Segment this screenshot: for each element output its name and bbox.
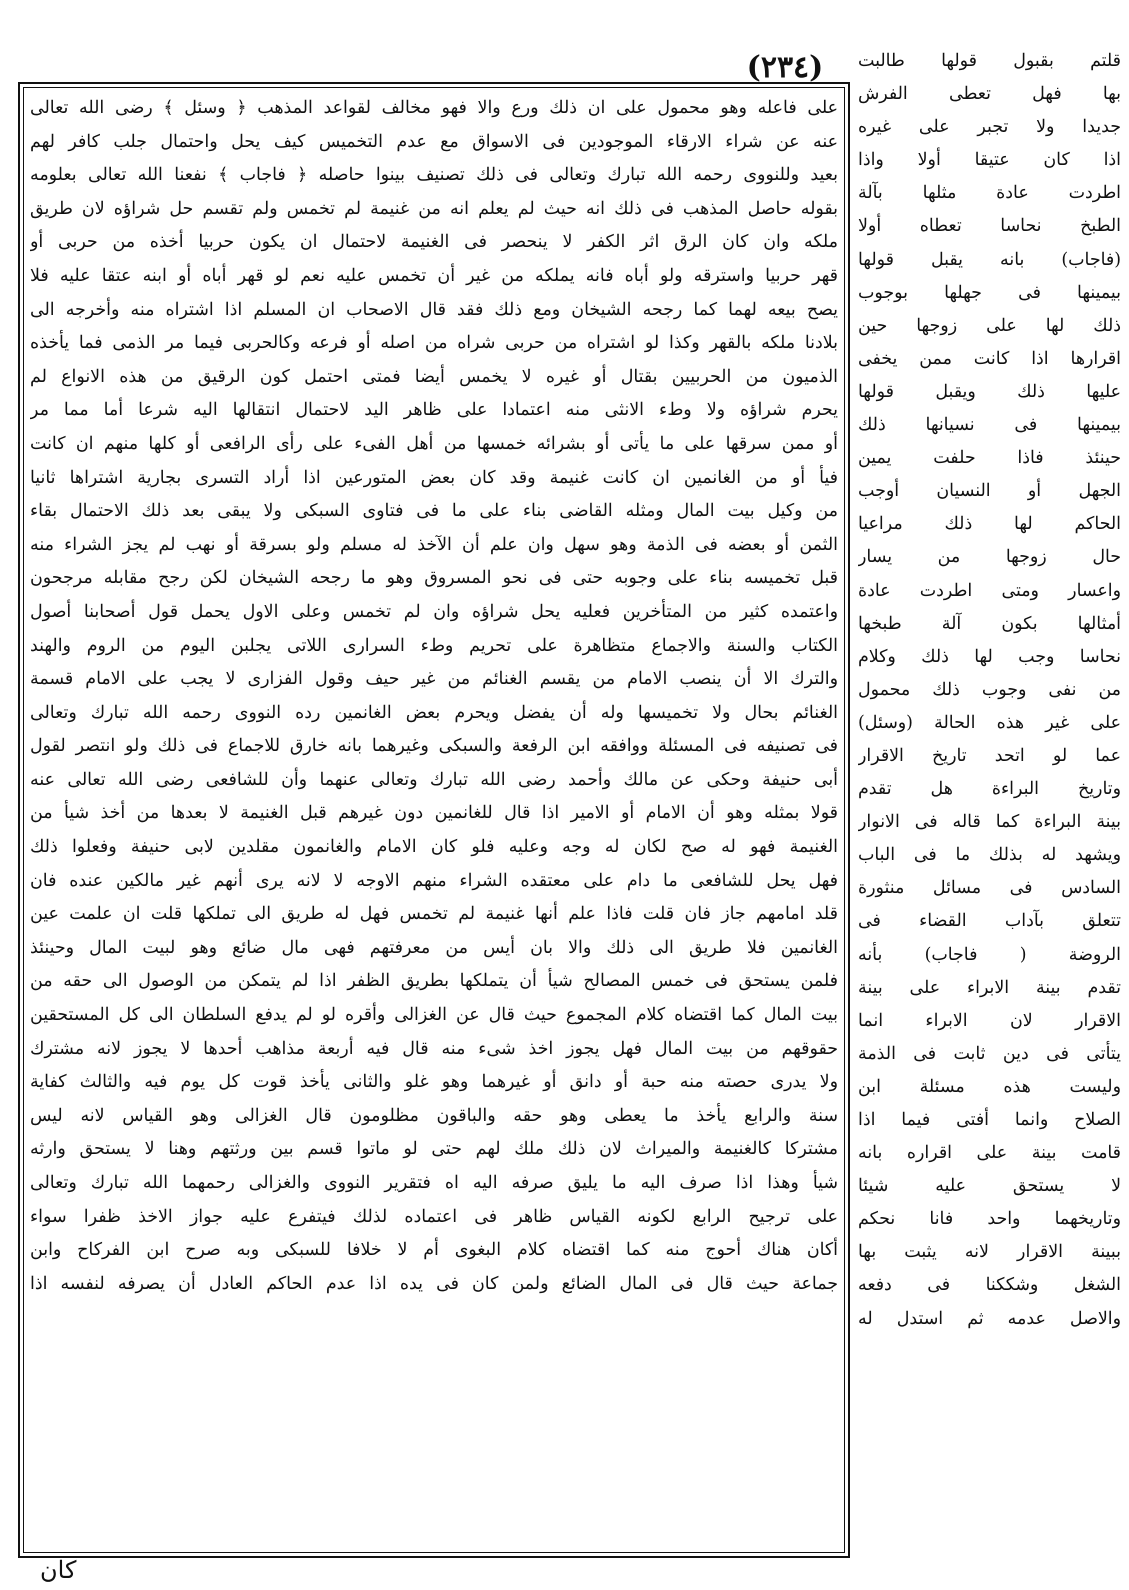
margin-text-line: نحاسا وجب لها ذلك وكلام [858,646,1121,667]
main-text-line: جماعة حيث قال فى المال الضائع ولمن كان فى يده اذا عدم الحاكم العادل أن يصرفه لنفسه اذا [30,1273,838,1294]
main-text-line [30,1301,838,1335]
main-text-line: ولا يدرى حصته منه حبة أو دانق أو غيرهما وهو غلو والثانى يأخذ قوت كل يوم فيه والثالث كفاية [30,1072,838,1093]
main-text-line: بعيد وللنووى رحمه الله تبارك وتعالى فى ذلك تصنيف بينوا حاصله ﴿ فاجاب ﴾ نفعنا الله تعالى بعلومه [30,165,838,186]
main-text-line [30,1335,838,1369]
margin-text-line: يتأتى فى دين ثابت فى الذمة [858,1043,1121,1064]
margin-text-line: وتاريخ البراءة هل تقدم [858,779,1121,800]
main-text-line: ملكه وان كان الرق اثر الكفر لا ينحصر فى الغنيمة لاحتمال ان يكون حربيا أخذه من حربى أو [30,232,838,253]
margin-text-line: ببينة الاقرار لانه يثبت بها [858,1242,1121,1263]
main-text-block [30,92,838,1552]
main-text-line: سنة والرابع يأخذ ما يعطى وهو حقه والباقون مظلومون قال الغزالى وهو القياس لانه ليس [30,1105,838,1126]
main-text-line: الكتاب والسنة والاجماع متظاهرة على تحريم وطء السرارى اللاتى يجلبن اليوم من الروم والهند [30,635,838,656]
main-text-line: بقوله حاصل المذهب فى ذلك انه حيث لم يعلم انه من غنيمة لم تخمس ولم تقسم حل شراؤه لان طريق [30,198,838,219]
margin-text-line: واعسار ومتى اطردت عادة [858,580,1121,601]
margin-text-line: من نفى وجوب ذلك محمول [858,679,1121,700]
margin-text-line: جديدا ولا تجبر على غيره [858,117,1121,138]
margin-text-line: اطردت عادة مثلها بآلة [858,183,1121,204]
main-text-line: يصح بيعه لهما كما رجحه الشيخان ومع ذلك فقد قال الاصحاب ان المسلم اذا اشتراه منه وأخرجه الى [30,299,838,320]
main-text-line: بلادنا ملكه بالقهر وكذا لو اشتراه من حربى شراه من اصله أو فرعه وكالحربى فيما مر الذمى فما يأخذه [30,333,838,354]
main-text-line: على ترجيح الرابع لكونه القياس ظاهر فى اعتماده لذلك فيتفرع عليه جواز الاخذ ظفرا سواء [30,1206,838,1227]
margin-text-line: الشغل وشككنا فى دفعه [858,1275,1121,1296]
main-text-line: شيأ وهذا اذا صرف اليه ما يليق صرفه اليه اه فتقرير النووى والغزالى رحمهما الله تبارك وتعالى [30,1173,838,1193]
main-text-line: الغانمين فلا طريق الى ذلك والا بان أيس من معرفتهم فهى مال ضائع وهو لبيت المال وحينئذ [30,937,838,958]
margin-text-line: (فاجاب) بانه يقبل قولها [858,249,1121,270]
main-text-line: الذميون من الحربيين بقتال أو غيره لا يخمس أيضا فمتى احتمل كون الرقيق من هذه الانواع لم [30,366,838,387]
margin-text-line: الصلاح وانما أفتى فيما اذا [858,1110,1121,1130]
main-text-line: عنه عن شراء الارقاء الموجودين فى الاسواق مع عدم التخميس كيف يحل واحتمال جلب كافر لهم [30,131,838,152]
margin-text-line: بيمينها فى نسيانها ذلك [858,415,1121,436]
margin-text-line: بيمينها فى جهلها بوجوب [858,282,1121,303]
main-text-line: يحرم شراؤه ولا وطء الانثى منه اعتمادا على ظاهر اليد لاحتمال انتقالها اليه شرعا أما مما مر [30,400,838,421]
main-text-line: أو ممن سرقها على ما يأتى أو بشرائه خمسها من أهل الفىء على رأى الرافعى أو كلها منهم ان كانت [30,433,838,454]
margin-text-line: عليها ذلك ويقبل قولها [858,381,1121,402]
margin-text-line: وتاريخهما واحد فانا نحكم [858,1209,1121,1230]
main-text-line: الثمن أو بعضه فى الذمة وهو سهل وان علم أن الآخذ له مسلم ولو بسرقة أو نهب لم يجز الشراء منه [30,534,838,555]
margin-text-line: السادس فى مسائل منثورة [858,878,1121,899]
margin-text-line: والاصل عدمه ثم استدل له [858,1308,1121,1329]
main-text-line: واعتمده كثير من المتأخرين فعليه يحل شراؤه وان لم تخمس وعلى الاول يحمل قول أصحابنا أصول [30,601,838,622]
margin-text-line: على غير هذه الحالة (وسئل) [858,712,1121,733]
main-text-line: مشتركا كالغنيمة والميراث لان ذلك ملك لهم حتى لو ماتوا قسم بين ورثتهم وهنا لا يستحق وارثه [30,1139,838,1160]
catchword: كان [40,1556,77,1584]
margin-text-line: بينة البراءة كما قاله فى الانوار [858,812,1121,833]
main-text-line: الغنيمة فهو له صح لكان له وجه وعليه فلو كان الامام والغانمون مقلدين لابى حنيفة وفعلوا ذلك [30,837,838,858]
margin-text-line: ذلك لها على زوجها حين [858,315,1121,336]
margin-text-block [858,45,1121,1565]
margin-text-line: وليست هذه مسئلة ابن [858,1076,1121,1097]
page-number: (٢٣٤) [746,50,824,85]
main-text-line: بيت المال كما اقتضاه كلام المجموع حيث قال عن الغزالى وأقره لو لم يدفع السلطان الى كل المستحقين [30,1005,838,1026]
main-text-line [30,1369,838,1403]
margin-text-line: لا يستحق عليه شيئا [858,1176,1121,1197]
main-text-line: حقوقهم من بيت المال فهل يجوز اخذ شىء منه قال فيه أربعة مذاهب أحدها لا يجوز لانه مشترك [30,1038,838,1059]
margin-text-line: الحاكم لها ذلك مراعيا [858,514,1121,535]
margin-text-line: الطبخ نحاسا تعطاه أولا [858,216,1121,237]
margin-text-line: أمثالها بكون آلة طبخها [858,613,1121,634]
main-text-line: قهر حربيا واسترقه ولو أباه فانه يملكه من غير أن تخمس عليه نعم لو قهر أباه أو ابنه عتقا عليه فلا [30,265,838,286]
main-text-line: فهل يحل للشافعى ما دام على معتقده الشراء منهم الاوجه لا لانه يرى أنهم غير مالكين عنده فان [30,870,838,891]
main-text-line: قبل تخميسه بناء على وجوبه حتى فى نحو المسروق وهو ما رجحه الشيخان لكن رجح مقابله مرجحون [30,568,838,589]
margin-text-line: قلتم بقبول قولها طالبت [858,51,1121,71]
main-text-line: قولا بمثله وهو أن الامام أو الامير اذا قال للغانمين دون غيرهم قبل الغنيمة لا بعدها من أخذ شيأ من [30,803,838,824]
margin-text-line: عما لو اتحد تاريخ الاقرار [858,745,1121,766]
margin-text-line: اقرارها اذا كانت ممن يخفى [858,348,1121,369]
margin-text-line: اذا كان عتيقا أولا واذا [858,150,1121,171]
main-text-line: والترك الا أن ينصب الامام من يقسم الغنائم من غير حيف وقول الفزارى لا يجب على الامام قسمة [30,669,838,690]
margin-text-line: حال زوجها من يسار [858,547,1121,568]
margin-text-line: الجهل أو النسيان أوجب [858,481,1121,502]
margin-text-line: قامت بينة على اقراره بانه [858,1143,1121,1164]
margin-text-line: الروضة ( فاجاب) بأنه [858,944,1121,965]
main-text-line: أبى حنيفة وحكى عن مالك وأحمد رضى الله تبارك وتعالى عنهما وأن للشافعى رضى الله تعالى عنه [30,769,838,790]
margin-text-line: حينئذ فاذا حلفت يمين [858,448,1121,469]
main-text-line: قلد امامهم جاز فان قلت فاذا علم أنها غنيمة لم تخمس فهل له طريق الى تملكها قلت ان علمت عين [30,904,838,925]
main-text-line: أكان هناك أحوج منه كما اقتضاه كلام البغوى أم لا خلافا للسبكى وبه صرح ابن الفركاح وابن [30,1240,838,1261]
margin-text-line: بها فهل تعطى الفرش [858,84,1121,105]
margin-text-line: ويشهد له بذلك ما فى الباب [858,845,1121,866]
main-text-line: فى تصنيفه فى المسئلة ووافقه ابن الرفعة والسبكى وغيرهما بانه خارق للاجماع فى ذلك ولو انتصر لقول [30,736,838,757]
margin-text-line: تقدم بينة الابراء على بينة [858,977,1121,998]
main-text-line: من وكيل بيت المال ومثله القاضى بناء على ما فى فتاوى السبكى ولا يبقى بعد ذلك الاحتمال بقاء [30,501,838,522]
main-text-line: الغنائم بحال ولا تخميسها وله أن يفضل ويحرم بعض الغانمين رده النووى رحمه الله تبارك وتعالى [30,702,838,723]
main-text-line: فلمن يستحق فى خمس المصالح شيأ أن يتملكها بطريق الظفر اذا لم يتمكن من الوصول الى حقه من [30,971,838,992]
main-text-line: فيأ أو من الغانمين ان كانت غنيمة وقد كان بعض المتورعين اذا أراد التسرى بجارية اشتراها ثانيا [30,467,838,488]
margin-text-line: الاقرار لان الابراء انما [858,1010,1121,1031]
margin-text-line: تتعلق بآداب القضاء فى [858,911,1121,932]
main-text-line: على فاعله وهو محمول على ان ذلك ورع والا فهو مخالف لقواعد المذهب ﴿ وسئل ﴾ رضى الله تعالى [30,98,838,118]
